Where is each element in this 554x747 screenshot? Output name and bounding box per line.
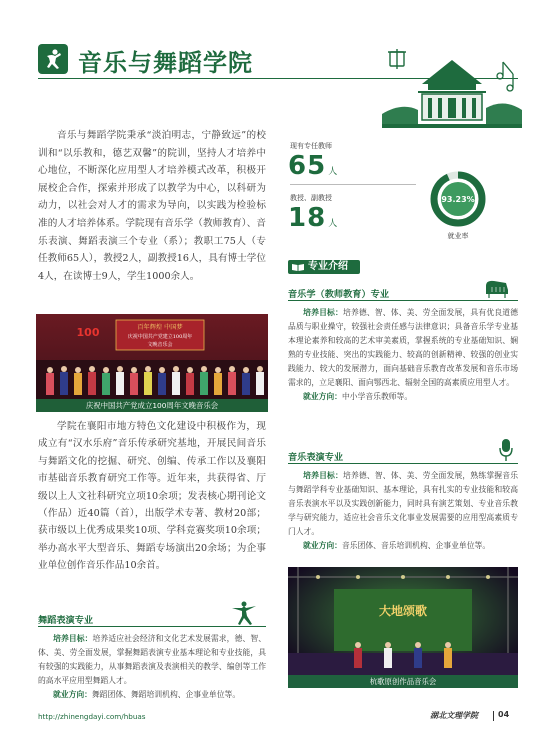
page-title: 音乐与舞蹈学院 xyxy=(78,48,253,77)
music-performance-description: 培养目标：培养德、智、体、美、劳全面发展，熟练掌握音乐与舞蹈学科专业基础知识、基本理论，具有扎实的专业技能和较高音乐表演水平以及实践创新能力，同时具有演艺策划、专业音乐教学与研究能力，适应社会音乐文化事业发展需要的应用型高素质专门人才。 就业方向：音乐团体、音乐培训机构、企事业单位等。 xyxy=(288,471,519,550)
employment-rate-donut xyxy=(430,171,486,227)
dance-performance-divider xyxy=(38,626,266,627)
stats-divider xyxy=(290,184,416,185)
banner-line-3: 文晚音乐会 xyxy=(147,342,173,348)
campus-building-illustration xyxy=(382,44,522,132)
employment-rate-text: 93.23% xyxy=(441,195,475,204)
stage-backdrop-text: 大地颂歌 xyxy=(378,604,428,618)
professors-label: 教授、副教授 xyxy=(290,194,332,202)
stats-panel xyxy=(288,133,518,243)
footer-url-link[interactable]: http://zhinengdayi.com/hbuas xyxy=(38,712,146,721)
banner-line-2: 庆祝中国共产党建立100周年 xyxy=(127,334,193,340)
centenary-badge: 100 xyxy=(76,326,100,339)
page-number: 04 xyxy=(498,710,510,719)
intro-paragraph: 音乐与舞蹈学院秉承“淡泊明志，宁静致远”的校训和“以乐教和，德艺双馨”的院训，坚持人才培养中心地位，不断深化应用型人才培养模式改革，积极开展校企合作，探索并形成了以教学为中心，以科研为动力，以社会对人才的需求为导向，以实践为检验标准的人才培养体系。学院现有音乐学（教师教育）、音乐表演、舞蹈表演三个专业（系）；教职工75人（专任教师65人），教授2人，副教授16人，具有博士学位4人，在读博士9人，学生1000余人。 xyxy=(38,130,266,282)
piano-icon xyxy=(484,278,510,298)
performance-photo xyxy=(288,567,518,688)
majors-section-label: 专业介绍 xyxy=(308,261,348,272)
concert-photo-caption: 庆祝中国共产党成立100周年文晚音乐会 xyxy=(36,399,268,412)
music-performance-divider xyxy=(288,463,518,464)
concert-photo xyxy=(36,314,268,412)
footer-separator xyxy=(493,711,494,721)
performance-photo-caption: 杭歌原创作品音乐会 xyxy=(288,675,518,688)
full-time-teachers-label: 现有专任教师 xyxy=(290,142,332,150)
book-icon xyxy=(292,263,304,271)
music-education-divider xyxy=(288,300,518,301)
dancer-icon xyxy=(38,44,68,74)
ballet-dancer-icon xyxy=(230,600,258,626)
dance-performance-title: 舞蹈表演专业 xyxy=(38,615,94,626)
footer-school-name: 湖北文理学院 xyxy=(430,710,478,720)
music-performance-title: 音乐表演专业 xyxy=(288,452,344,463)
footer-school-page xyxy=(430,710,518,722)
full-time-teachers-value: 65 人 xyxy=(288,151,339,181)
music-education-title: 音乐学（教师教育）专业 xyxy=(288,289,390,300)
professors-value: 18 人 xyxy=(288,203,339,233)
majors-section-header xyxy=(288,260,360,274)
employment-rate-label: 就业率 xyxy=(447,232,469,240)
microphone-icon xyxy=(498,438,514,462)
music-education-description: 培养目标：培养德、智、体、美、劳全面发展，具有优良道德品质与职业操守，较强社会责任感与法律意识；具备音乐学专业基本理论素养和较高的艺术审美素质，掌握系统的专业基础知识、娴熟的专业技能、突出的实践能力、较高的创新精神、较强的创业实践能力、较大的发展潜力，面向基础音乐教育改革发展和音乐市场需求的，立足襄阳、面向鄂西北、辐射全国的高素质应用型人才。 就业方向：中小学音乐教师等。 xyxy=(288,308,519,401)
banner-line-1: 百年辉煌 中国梦 xyxy=(137,324,183,331)
dance-performance-description: 培养目标：培养适应社会经济和文化艺术发展需求，德、智、体、美、劳全面发展，掌握舞蹈表演专业基本理论和专业技能，具有较强的实践能力，从事舞蹈表演及表演相关的教学、编创等工作的高水平应用型舞蹈人才。 就业方向：舞蹈团体、舞蹈培训机构、企事业单位等。 xyxy=(38,634,267,699)
research-paragraph: 学院在襄阳市地方特色文化建设中积极作为，现成立有“汉水乐府”音乐传承研究基地，开展民间音乐与舞蹈文化的挖掘、研究、创编、传承工作以及襄阳市基础音乐教育研究工作等。近年来，共获得省、厅级以上人文社科研究立项10余项；发表核心期刊论文（作品）近40篇（首），出版学术专著、教材20部；获市级以上优秀成果奖10项、学科竞赛奖项10余项；举办高水平大型音乐、舞蹈专场演出20余场；为企事业单位创作音乐作品10余首。 xyxy=(38,421,266,572)
